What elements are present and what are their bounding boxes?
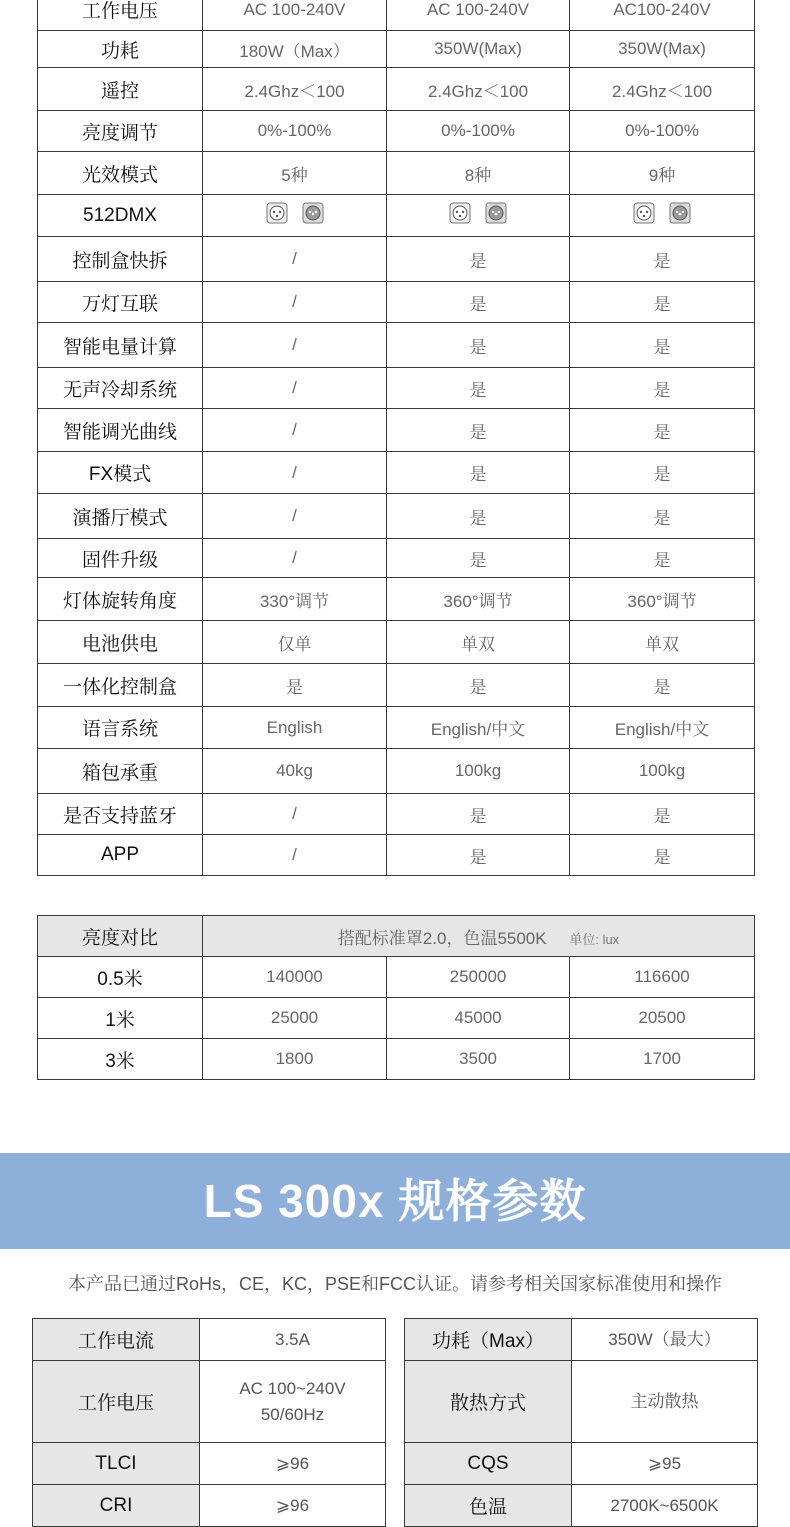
spec-label: FX模式 — [38, 452, 203, 494]
spec-value: 是 — [387, 835, 570, 876]
brightness-condition-text: 搭配标准罩2.0，色温5500K — [337, 928, 547, 948]
spec-row — [38, 621, 755, 664]
spec-grid-value: 主动散热 — [572, 1361, 758, 1443]
spec-row — [38, 0, 755, 31]
spec-grid-row — [405, 1485, 758, 1527]
spec-value: / — [203, 539, 387, 578]
spec-value: 是 — [570, 835, 755, 876]
spec-row — [38, 195, 755, 237]
dmx-out-icon — [485, 202, 507, 224]
spec-grid-row — [405, 1443, 758, 1485]
spec-row — [38, 707, 755, 749]
spec-row — [38, 539, 755, 578]
spec-value — [570, 195, 755, 237]
spec-grid-label: CRI — [33, 1485, 200, 1527]
spec-value: 330°调节 — [203, 578, 387, 621]
spec-grid-label: 色温 — [405, 1485, 572, 1527]
spec-value: 350W(Max) — [570, 31, 755, 68]
spec-row — [38, 578, 755, 621]
spec-grid-label: TLCI — [33, 1443, 200, 1485]
spec-value: 是 — [387, 539, 570, 578]
spec-value: 9种 — [570, 152, 755, 195]
spec-value — [203, 195, 387, 237]
spec-grid-label: 散热方式 — [405, 1361, 572, 1443]
spec-value: 360°调节 — [570, 578, 755, 621]
spec-value: / — [203, 282, 387, 323]
spec-grid-value: 2700K~6500K — [572, 1485, 758, 1527]
spec-value: / — [203, 452, 387, 494]
lux-value: 250000 — [387, 957, 570, 998]
spec-value: / — [203, 409, 387, 452]
lux-value: 1800 — [203, 1039, 387, 1080]
spec-label: 无声冷却系统 — [38, 368, 203, 409]
dmx-in-icon — [449, 202, 471, 224]
lux-value: 20500 — [570, 998, 755, 1039]
lux-value: 45000 — [387, 998, 570, 1039]
spec-value: / — [203, 835, 387, 876]
spec-value: 是 — [387, 452, 570, 494]
spec-grid-value: ⩾95 — [572, 1443, 758, 1485]
spec-value: 是 — [570, 237, 755, 282]
spec-grid-row — [33, 1319, 386, 1361]
distance-label: 0.5米 — [38, 957, 203, 998]
spec-value: AC 100-240V — [203, 0, 387, 31]
spec-value: / — [203, 237, 387, 282]
spec-label: 语言系统 — [38, 707, 203, 749]
spec-label: 智能调光曲线 — [38, 409, 203, 452]
spec-row — [38, 664, 755, 707]
lux-value: 25000 — [203, 998, 387, 1039]
spec-value: / — [203, 794, 387, 835]
spec-value: 2.4Ghz＜100 — [203, 68, 387, 111]
spec-value: English/中文 — [387, 707, 570, 749]
dmx-in-icon — [633, 202, 655, 224]
spec-label: 512DMX — [38, 195, 203, 237]
spec-value: 350W(Max) — [387, 31, 570, 68]
spec-grid-label: 功耗（Max） — [405, 1319, 572, 1361]
specs-right-table — [404, 1318, 758, 1527]
spec-value: 是 — [570, 664, 755, 707]
spec-value: 0%-100% — [203, 111, 387, 152]
spec-label: 灯体旋转角度 — [38, 578, 203, 621]
spec-row — [38, 31, 755, 68]
spec-label: APP — [38, 835, 203, 876]
spec-value: / — [203, 494, 387, 539]
spec-label: 亮度调节 — [38, 111, 203, 152]
spec-value: / — [203, 368, 387, 409]
dmx-ports — [633, 202, 691, 224]
spec-value: 是 — [570, 494, 755, 539]
brightness-row — [38, 957, 755, 998]
dmx-in-icon — [266, 202, 288, 224]
spec-grid-row — [33, 1361, 386, 1443]
spec-value: 单双 — [387, 621, 570, 664]
spec-label: 工作电压 — [38, 0, 203, 31]
spec-value: 是 — [570, 409, 755, 452]
distance-label: 3米 — [38, 1039, 203, 1080]
spec-label: 是否支持蓝牙 — [38, 794, 203, 835]
spec-value: 是 — [387, 409, 570, 452]
distance-label: 1米 — [38, 998, 203, 1039]
spec-label: 遥控 — [38, 68, 203, 111]
spec-value: 2.4Ghz＜100 — [387, 68, 570, 111]
spec-value: 是 — [387, 494, 570, 539]
spec-value: 是 — [387, 794, 570, 835]
specs-left-table — [32, 1318, 386, 1527]
spec-value: 2.4Ghz＜100 — [570, 68, 755, 111]
spec-value: 是 — [387, 282, 570, 323]
dmx-ports — [449, 202, 507, 224]
spec-value: 是 — [570, 323, 755, 368]
spec-grid-value: ⩾96 — [200, 1443, 386, 1485]
spec-value: 100kg — [570, 749, 755, 794]
spec-value: AC100-240V — [570, 0, 755, 31]
spec-row — [38, 111, 755, 152]
spec-label: 一体化控制盒 — [38, 664, 203, 707]
spec-label: 固件升级 — [38, 539, 203, 578]
spec-label: 演播厅模式 — [38, 494, 203, 539]
dmx-out-icon — [302, 202, 324, 224]
spec-row — [38, 237, 755, 282]
spec-value: 是 — [387, 323, 570, 368]
product-banner — [0, 1153, 790, 1249]
spec-row — [38, 794, 755, 835]
spec-value: 8种 — [387, 152, 570, 195]
dmx-out-icon — [669, 202, 691, 224]
certification-note: 本产品已通过RoHs，CE，KC，PSE和FCC认证。请参考相关国家标准使用和操作 — [67, 1274, 723, 1294]
spec-value — [387, 195, 570, 237]
spec-grid-value: 350W（最大） — [572, 1319, 758, 1361]
dmx-ports — [266, 202, 324, 224]
spec-value: / — [203, 323, 387, 368]
spec-value: 是 — [570, 539, 755, 578]
spec-row — [38, 282, 755, 323]
spec-row — [38, 68, 755, 111]
spec-label: 箱包承重 — [38, 749, 203, 794]
spec-value: 0%-100% — [387, 111, 570, 152]
brightness-row — [38, 998, 755, 1039]
spec-value: 40kg — [203, 749, 387, 794]
spec-value: English — [203, 707, 387, 749]
spec-value: 是 — [570, 794, 755, 835]
spec-row — [38, 152, 755, 195]
spec-value: 0%-100% — [570, 111, 755, 152]
spec-row — [38, 409, 755, 452]
spec-row — [38, 368, 755, 409]
spec-grid-value: ⩾96 — [200, 1485, 386, 1527]
spec-value: 360°调节 — [387, 578, 570, 621]
brightness-unit: 单位: lux — [569, 931, 620, 947]
lux-value: 3500 — [387, 1039, 570, 1080]
spec-grid-row — [33, 1485, 386, 1527]
spec-row — [38, 749, 755, 794]
spec-value: English/中文 — [570, 707, 755, 749]
spec-value: 5种 — [203, 152, 387, 195]
lux-value: 140000 — [203, 957, 387, 998]
spec-label: 电池供电 — [38, 621, 203, 664]
spec-value: AC 100-240V — [387, 0, 570, 31]
spec-label: 光效模式 — [38, 152, 203, 195]
spec-grid-value: AC 100~240V 50/60Hz — [200, 1361, 386, 1443]
spec-value: 是 — [387, 368, 570, 409]
spec-value: 仅单 — [203, 621, 387, 664]
spec-value: 是 — [570, 282, 755, 323]
lux-value: 1700 — [570, 1039, 755, 1080]
spec-grid-value: 3.5A — [200, 1319, 386, 1361]
brightness-table — [37, 915, 755, 1080]
spec-label: 智能电量计算 — [38, 323, 203, 368]
spec-value: 是 — [570, 368, 755, 409]
lux-value: 116600 — [570, 957, 755, 998]
spec-grid-label: CQS — [405, 1443, 572, 1485]
spec-value: 100kg — [387, 749, 570, 794]
brightness-label: 亮度对比 — [38, 916, 203, 957]
spec-value: 单双 — [570, 621, 755, 664]
spec-grid-row — [405, 1361, 758, 1443]
spec-value: 是 — [387, 237, 570, 282]
spec-grid-row — [405, 1319, 758, 1361]
brightness-header-row — [38, 916, 755, 957]
spec-row — [38, 494, 755, 539]
spec-value: 是 — [203, 664, 387, 707]
spec-row — [38, 323, 755, 368]
spec-label: 功耗 — [38, 31, 203, 68]
spec-comparison-table — [37, 0, 755, 876]
spec-grid-row — [33, 1443, 386, 1485]
banner-title: LS 300x 规格参数 — [203, 1175, 587, 1227]
spec-grid-label: 工作电压 — [33, 1361, 200, 1443]
brightness-row — [38, 1039, 755, 1080]
spec-value: 180W（Max） — [203, 31, 387, 68]
spec-value: 是 — [570, 452, 755, 494]
spec-label: 万灯互联 — [38, 282, 203, 323]
spec-label: 控制盒快拆 — [38, 237, 203, 282]
spec-value: 是 — [387, 664, 570, 707]
spec-grid-label: 工作电流 — [33, 1319, 200, 1361]
brightness-condition — [203, 916, 755, 957]
spec-row — [38, 452, 755, 494]
spec-row — [38, 835, 755, 876]
